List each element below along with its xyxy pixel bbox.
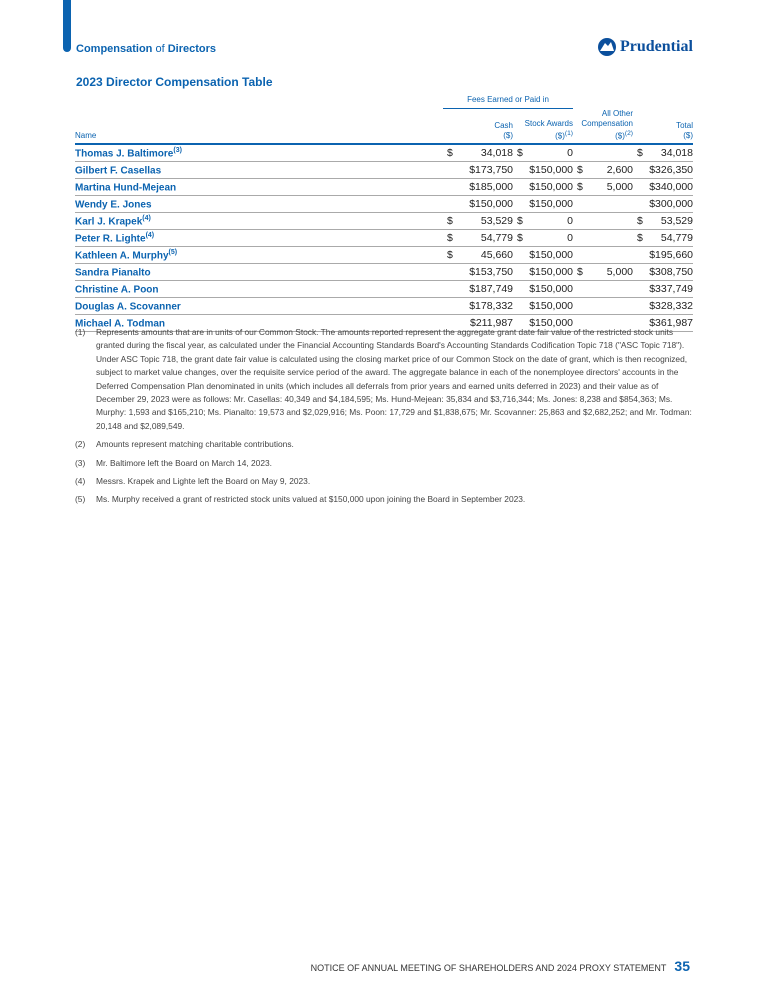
cell-other	[573, 213, 633, 230]
footnote: (1) Represents amounts that are in units of our Common Stock. The amounts reported represent the aggregate grant date fair value of the restricted stock units granted during the fiscal year, as calculated under the Financial Accounting Standards Board's Accounting Standards Codification Topic 718 ("ASC Topic 718"). Under ASC Topic 718, the grant date fair value is calculated using the closing market price of our Common Stock on the date of grant, which is then recognized, subject to market value changes, over the requisite service period of the award. The aggregate balance in each of the nonemployee directors' accounts in the Deferred Compensation Plan denominated in units (which includes all deferrals from prior years and earned units deferred in 2023) and their value as of December 29, 2023 were as follows: Mr. Casellas: 40,349 and $4,184,595; Ms. Hund-Mejean: 35,834 and $3,716,344; Ms. Jones: 8,238 and $854,363; Ms. Murphy: 1,593 and $165,210; Ms. Pianalto: 19,573 and $2,029,916; Ms. Poon: 17,729 and $1,838,675; Mr. Scovanner: 25,863 and $2,682,252; and Mr. Todman: 20,148 and $2,089,549.	[75, 327, 692, 431]
cell-cash: $ 53,529	[443, 213, 513, 230]
cell-cash: $ 54,779	[443, 230, 513, 247]
table-row	[75, 281, 693, 298]
cell-other	[573, 247, 633, 264]
col-stock: Stock Awards ($)$^{(1)}$	[513, 109, 573, 145]
cell-total: $308,750	[633, 264, 693, 281]
cell-cash: $178,332	[443, 298, 513, 315]
rock-logo-icon	[597, 37, 617, 57]
cell-stock: $150,000	[513, 162, 573, 179]
cell-other	[573, 298, 633, 315]
footer-text: NOTICE OF ANNUAL MEETING OF SHAREHOLDERS AND 2024 PROXY STATEMENT	[310, 963, 667, 973]
cell-name: Michael A. Todman	[75, 315, 443, 332]
table-title: 2023 Director Compensation Table	[76, 75, 273, 89]
cell-total: $ 53,529	[633, 213, 693, 230]
col-name: Name	[75, 109, 443, 145]
table-row	[75, 230, 693, 247]
compensation-table	[75, 95, 693, 332]
table-row	[75, 179, 693, 196]
footnotes	[75, 326, 693, 512]
cell-stock: $150,000	[513, 247, 573, 264]
cell-total: $337,749	[633, 281, 693, 298]
table-row	[75, 162, 693, 179]
cell-cash: $211,987	[443, 315, 513, 332]
logo-text: Prudential	[620, 38, 693, 55]
cell-cash: $187,749	[443, 281, 513, 298]
cell-stock: $150,000	[513, 315, 573, 332]
table-row	[75, 264, 693, 281]
col-other: All Other Compensation ($)$^{(2)}$	[573, 109, 633, 145]
table-row	[75, 213, 693, 230]
footnote: (4) Messrs. Krapek and Lighte left the Board on May 9, 2023.	[75, 476, 311, 487]
col-total: Total ($)	[633, 109, 693, 145]
page-footer	[311, 958, 690, 974]
cell-stock: $150,000	[513, 179, 573, 196]
cell-cash: $150,000	[443, 196, 513, 213]
cell-total: $361,987	[633, 315, 693, 332]
cell-name: Gilbert F. Casellas	[75, 162, 443, 179]
section-tab-marker	[63, 0, 71, 52]
cell-cash: $ 34,018	[443, 144, 513, 162]
cell-other	[573, 281, 633, 298]
section-word: Directors	[167, 43, 217, 55]
cell-name: Karl J. Krapek$^{(4)}$	[75, 213, 443, 230]
cell-other	[573, 230, 633, 247]
cell-name: Christine A. Poon	[75, 281, 443, 298]
cell-stock: $150,000	[513, 281, 573, 298]
cell-cash: $ 45,660	[443, 247, 513, 264]
cell-name: Douglas A. Scovanner	[75, 298, 443, 315]
cell-name: Thomas J. Baltimore$^{(3)}$	[75, 144, 443, 162]
cell-total: $326,350	[633, 162, 693, 179]
table-row	[75, 298, 693, 315]
cell-total: $195,660	[633, 247, 693, 264]
table-row	[75, 144, 693, 162]
cell-other: $ 5,000	[573, 264, 633, 281]
group-header: Fees Earned or Paid in	[443, 95, 573, 109]
cell-cash: $153,750	[443, 264, 513, 281]
section-of: of	[155, 43, 165, 55]
cell-total: $ 34,018	[633, 144, 693, 162]
cell-total: $340,000	[633, 179, 693, 196]
cell-total: $ 54,779	[633, 230, 693, 247]
cell-other	[573, 144, 633, 162]
cell-name: Sandra Pianalto	[75, 264, 443, 281]
col-cash: Cash ($)	[443, 109, 513, 145]
footnote: (5) Ms. Murphy received a grant of restricted stock units valued at $150,000 upon joining the Board in September 2023.	[75, 494, 526, 505]
cell-name: Martina Hund-Mejean	[75, 179, 443, 196]
cell-stock: $150,000	[513, 298, 573, 315]
cell-stock: $ 0	[513, 213, 573, 230]
page-number: 35	[674, 958, 690, 974]
cell-stock: $ 0	[513, 144, 573, 162]
footnote: (2) Amounts represent matching charitable contributions.	[75, 439, 294, 450]
cell-stock: $150,000	[513, 264, 573, 281]
cell-total: $328,332	[633, 298, 693, 315]
cell-other: $ 5,000	[573, 179, 633, 196]
section-header	[76, 43, 216, 55]
cell-name: Wendy E. Jones	[75, 196, 443, 213]
cell-stock: $ 0	[513, 230, 573, 247]
cell-cash: $185,000	[443, 179, 513, 196]
section-word: Compensation	[76, 43, 153, 55]
cell-other: $ 2,600	[573, 162, 633, 179]
cell-cash: $173,750	[443, 162, 513, 179]
cell-total: $300,000	[633, 196, 693, 213]
prudential-logo	[597, 37, 693, 57]
table-row	[75, 196, 693, 213]
cell-name: Kathleen A. Murphy$^{(5)}$	[75, 247, 443, 264]
cell-stock: $150,000	[513, 196, 573, 213]
cell-other	[573, 196, 633, 213]
table-row	[75, 247, 693, 264]
footnote: (3) Mr. Baltimore left the Board on March 14, 2023.	[75, 457, 272, 468]
cell-name: Peter R. Lighte$^{(4)}$	[75, 230, 443, 247]
